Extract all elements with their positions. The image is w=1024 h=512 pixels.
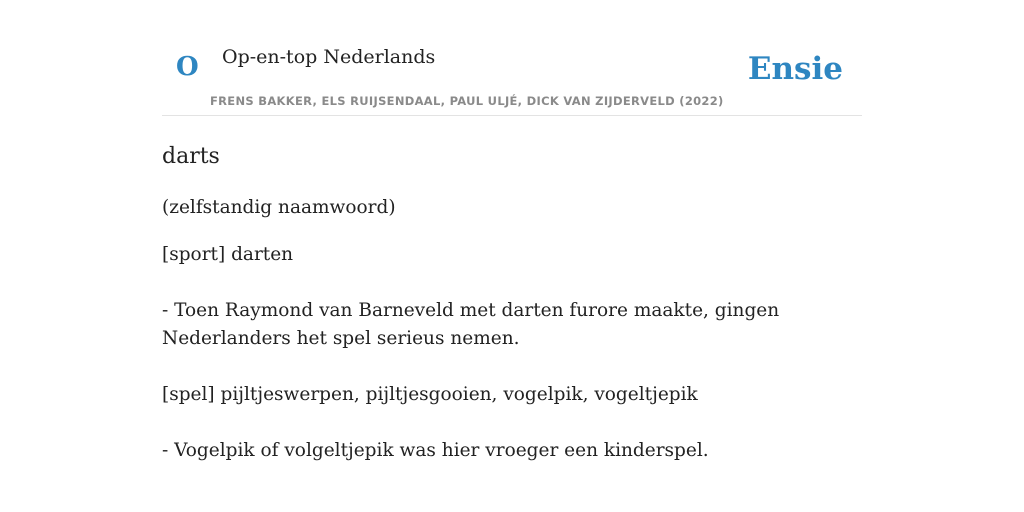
entry-content [162,142,862,465]
book-title[interactable]: Op-en-top Nederlands [222,46,436,68]
part-of-speech: (zelfstandig naamwoord) [162,197,396,218]
book-header [162,0,862,116]
sense-example: - Vogelpik of volgeltjepik was hier vroeger een kinderspel. [162,440,709,461]
ensie-logo[interactable]: Ensie [747,51,843,87]
sense-example: - Toen Raymond van Barneveld met darten furore maakte, gingen Nederlanders het spel serieus nemen. [162,300,780,349]
book-logo[interactable]: O [176,52,199,82]
dictionary-page [162,0,862,465]
sense-definition: [spel] pijltjeswerpen, pijltjesgooien, vogelpik, vogeltjepik [162,384,698,405]
book-authors: FRENS BAKKER, ELS RUIJSENDAAL, PAUL ULJÉ, DICK VAN ZIJDERVELD (2022) [210,94,724,108]
sense-definition: [sport] darten [162,244,294,265]
entry-headword: darts [162,144,220,169]
